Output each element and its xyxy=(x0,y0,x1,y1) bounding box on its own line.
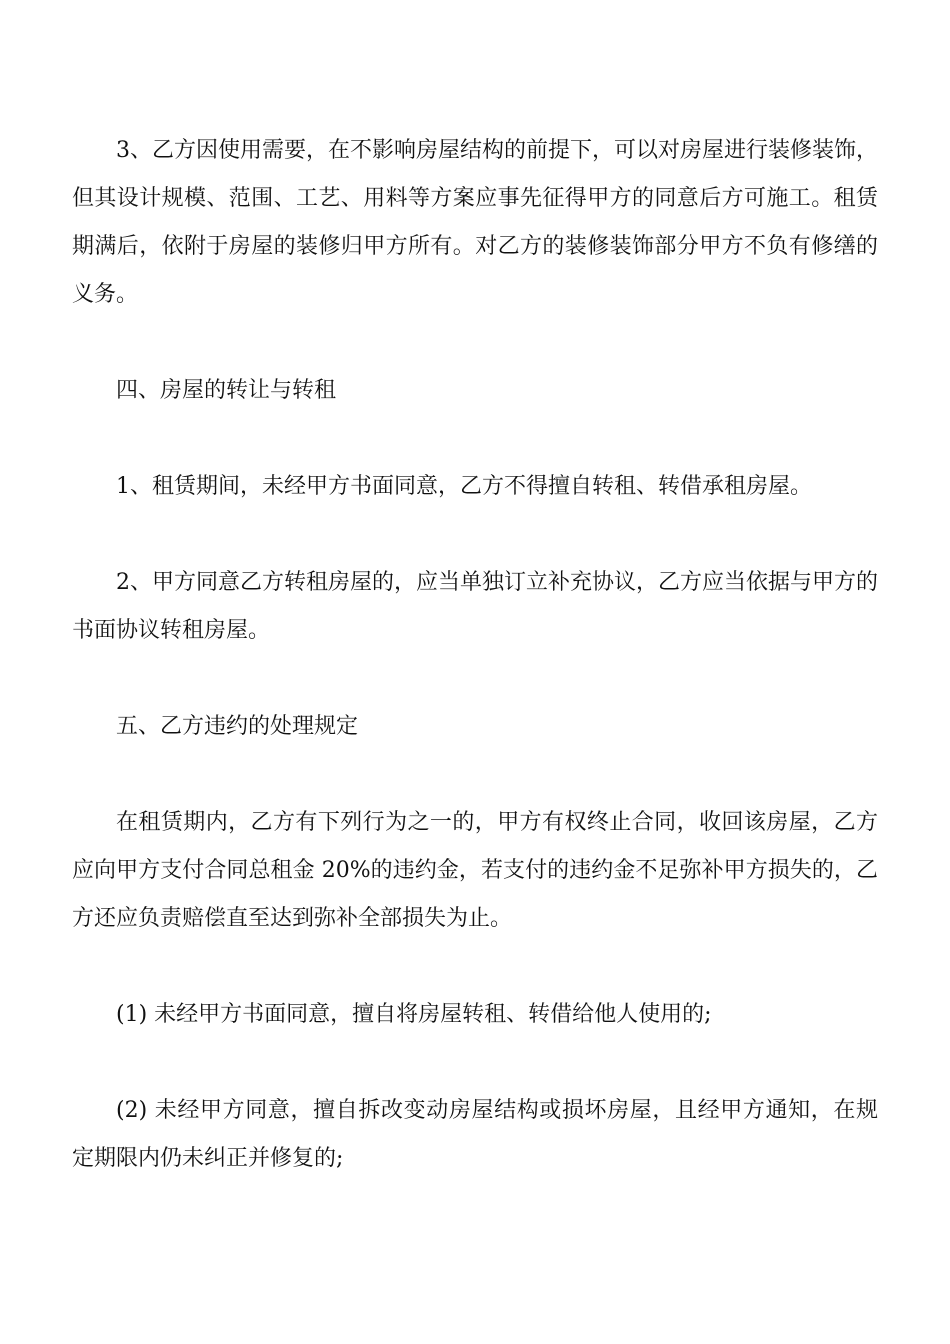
paragraph-sublease-agreement: 2、甲方同意乙方转租房屋的，应当单独订立补充协议，乙方应当依据与甲方的书面协议转租房屋。 xyxy=(72,570,878,643)
list-item-unauthorized-alteration: (2) 未经甲方同意，擅自拆改变动房屋结构或损坏房屋，且经甲方通知，在规定期限内仍未纠正并修复的; xyxy=(72,1098,878,1171)
paragraph-spacer xyxy=(72,943,878,991)
paragraph-spacer xyxy=(72,511,878,559)
list-item-unauthorized-sublease: (1) 未经甲方书面同意，擅自将房屋转租、转借给他人使用的; xyxy=(116,1002,712,1027)
paragraph-termination-conditions: 在租赁期内，乙方有下列行为之一的，甲方有权终止合同，收回该房屋，乙方应向甲方支付合同总租金 20%的违约金，若支付的违约金不足弥补甲方损失的，乙方还应负责赔偿直至达到弥补全部损失为止。 xyxy=(72,810,878,931)
paragraph-sublease-consent: 1、租赁期间，未经甲方书面同意，乙方不得擅自转租、转借承租房屋。 xyxy=(116,474,812,499)
section-heading-breach-handling: 五、乙方违约的处理规定 xyxy=(116,714,359,739)
paragraph-spacer xyxy=(72,1039,878,1087)
paragraph-spacer xyxy=(72,319,878,367)
paragraph-spacer xyxy=(72,415,878,463)
section-heading-transfer-sublease: 四、房屋的转让与转租 xyxy=(116,378,337,403)
paragraph-decoration-clause: 3、乙方因使用需要，在不影响房屋结构的前提下，可以对房屋进行装修装饰，但其设计规模、范围、工艺、用料等方案应事先征得甲方的同意后方可施工。租赁期满后，依附于房屋的装修归甲方所有。对乙方的装修装饰部分甲方不负有修缮的义务。 xyxy=(72,138,878,307)
paragraph-spacer xyxy=(72,655,878,703)
paragraph-spacer xyxy=(72,751,878,799)
document-body xyxy=(72,127,878,1183)
